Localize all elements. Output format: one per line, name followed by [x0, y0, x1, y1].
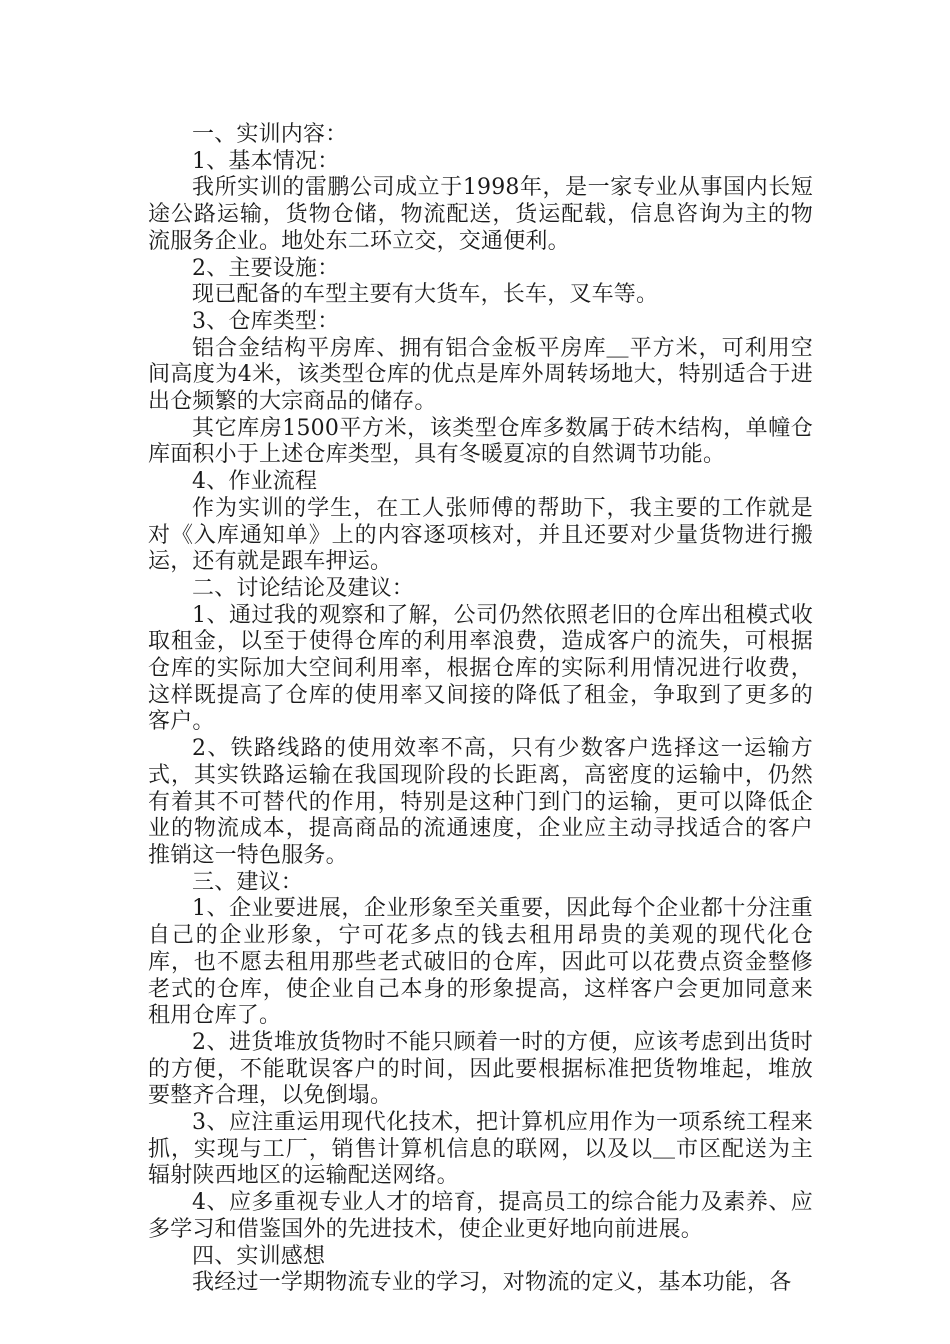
paragraph-suggestion-2: 2、进货堆放货物时不能只顾着一时的方便，应该考虑到出货时的方便，不能耽误客户的时间，因此要根据标准把货物堆起，堆放要整齐合理，以免倒塌。: [148, 1029, 813, 1109]
section-heading-discussion: 二、讨论结论及建议：: [192, 575, 415, 601]
subheading-main-facilities: 2、主要设施：: [192, 255, 340, 281]
subheading-workflow: 4、作业流程: [192, 469, 318, 495]
paragraph-discussion-2: 2、铁路线路的使用效率不高，只有少数客户选择这一运输方式，其实铁路运输在我国现阶段的长距离，高密度的运输中，仍然有着其不可替代的作用，特别是这种门到门的运输，更可以降低企业的物流成本，提高商品的流通速度，企业应主动寻找适合的客户推销这一特色服务。: [148, 736, 813, 868]
paragraph-other-warehouse: 其它库房1500平方米，该类型仓库多数属于砖木结构，单幢仓库面积小于上述仓库类型，具有冬暖夏凉的自然调节功能。: [148, 415, 813, 468]
paragraph-reflections: 我经过一学期物流专业的学习，对物流的定义，基本功能，各: [192, 1270, 792, 1296]
paragraph-suggestion-1: 1、企业要进展，企业形象至关重要，因此每个企业都十分注重自己的企业形象，宁可花多点的钱去租用昂贵的美观的现代化仓库，也不愿去租用那些老式破旧的仓库，因此可以花费点资金整修老式的仓库，使企业自己本身的形象提高，这样客户会更加同意来租用仓库了。: [148, 896, 813, 1029]
paragraph-suggestion-3: 3、应注重运用现代化技术，把计算机应用作为一项系统工程来抓，实现与工厂，销售计算机信息的联网，以及以＿市区配送为主辐射陕西地区的运输配送网络。: [148, 1110, 813, 1189]
paragraph-workflow: 作为实训的学生，在工人张师傅的帮助下，我主要的工作就是对《入库通知单》上的内容逐项核对，并且还要对少量货物进行搬运，还有就是跟车押运。: [148, 495, 813, 575]
subheading-warehouse-types: 3、仓库类型：: [192, 308, 340, 334]
subheading-basic-info: 1、基本情况：: [192, 148, 340, 174]
section-heading-training-content: 一、实训内容：: [192, 122, 348, 147]
paragraph-aluminum-warehouse: 铝合金结构平房库、拥有铝合金板平房库＿平方米，可利用空间高度为4米，该类型仓库的优点是库外周转场地大，特别适合于进出仓频繁的大宗商品的储存。: [148, 335, 813, 415]
paragraph-vehicles: 现已配备的车型主要有大货车，长车，叉车等。: [192, 282, 659, 308]
paragraph-company-intro: 我所实训的雷鹏公司成立于1998年，是一家专业从事国内长短途公路运输，货物仓储，物流配送，货运配载，信息咨询为主的物流服务企业。地处东二环立交，交通便利。: [148, 175, 813, 254]
paragraph-suggestion-4: 4、应多重视专业人才的培育，提高员工的综合能力及素养、应多学习和借鉴国外的先进技术，使企业更好地向前进展。: [148, 1190, 813, 1242]
section-heading-suggestions: 三、建议：: [192, 869, 304, 895]
document-body: [148, 122, 813, 1297]
paragraph-discussion-1: 1、通过我的观察和了解，公司仍然依照老旧的仓库出租模式收取租金，以至于使得仓库的利用率浪费，造成客户的流失，可根据仓库的实际加大空间利用率，根据仓库的实际利用情况进行收费，这样既提高了仓库的使用率又间接的降低了租金，争取到了更多的客户。: [148, 602, 813, 735]
section-heading-reflections: 四、实训感想: [192, 1243, 326, 1269]
